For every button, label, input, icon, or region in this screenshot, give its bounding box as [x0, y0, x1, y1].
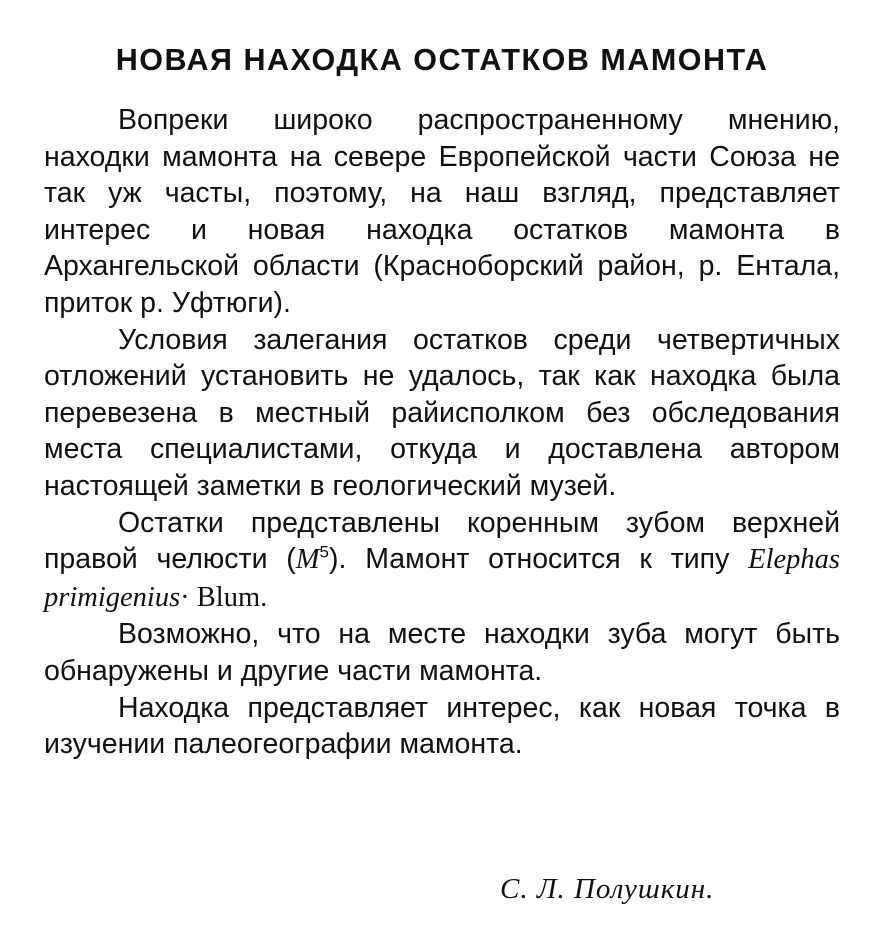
paragraph-4: Возможно, что на месте находки зуба могут быть обнаружены и другие части мамонта.	[44, 618, 840, 687]
paragraph-3-text-middle: ). Мамонт относится к типу	[329, 543, 749, 576]
paragraph-3-text-start: Остатки представлены коренным зубом верхней правой челюсти (	[44, 506, 840, 576]
species-name: Elephas primigenius	[44, 544, 840, 613]
paragraph-2: Условия залегания остатков среди четвертичных отложений установить не удалось, так как находка была перевезена в местный райисполком без обследования места специалистами, откуда и доставлена автором настоящей заметки в геологический музей.	[44, 323, 840, 502]
tooth-designation-superscript: 5	[319, 542, 330, 562]
paragraph-1: Вопреки широко распространенному мнению, находки мамонта на севере Европейской части Союза не так уж часты, поэтому, на наш взгляд, представляет интерес и новая находка остатков мамонта в Архангельской области (Красноборский район, р. Ентала, приток р. Уфтюги).	[44, 104, 840, 319]
article	[44, 38, 840, 763]
paragraph-5: Находка представляет интерес, как новая точка в изучении палеогеографии мамонта.	[44, 691, 840, 761]
author-signature: С. Л. Полушкин.	[500, 873, 715, 905]
species-mark: ·	[180, 581, 190, 613]
species-author: Blum.	[189, 581, 268, 613]
article-title: НОВАЯ НАХОДКА ОСТАТКОВ МАМОНТА	[115, 43, 769, 77]
paragraph-3	[44, 505, 840, 617]
tooth-designation: M	[295, 544, 320, 576]
